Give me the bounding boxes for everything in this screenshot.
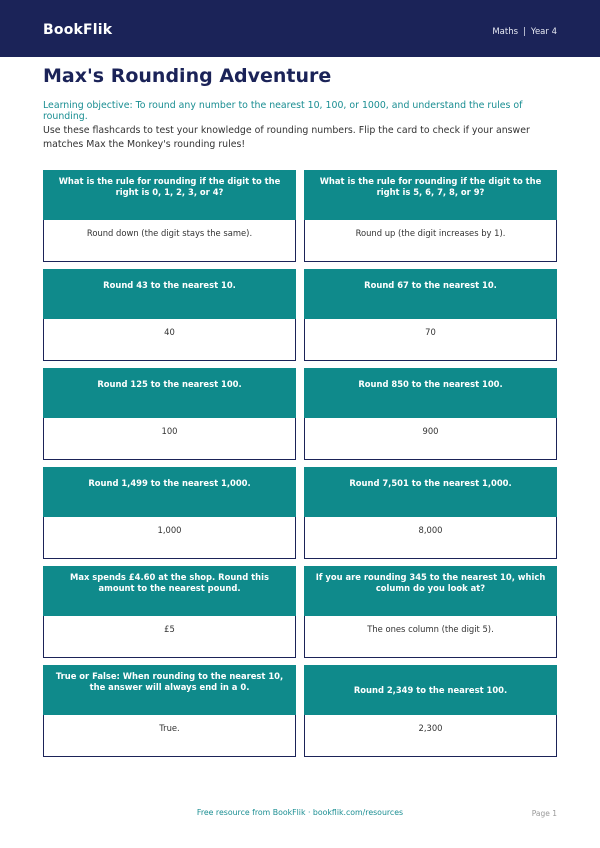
flashcard[interactable] (304, 170, 557, 262)
flashcard-answer: 40 (43, 319, 296, 361)
flashcard[interactable] (43, 269, 296, 361)
flashcard-answer: The ones column (the digit 5). (304, 616, 557, 658)
flashcard-answer: 70 (304, 319, 557, 361)
flashcard-question: Round 43 to the nearest 10. (43, 269, 296, 319)
page-number: Page 1 (531, 809, 557, 818)
flashcard-answer: 100 (43, 418, 296, 460)
year-label: Year 4 (530, 27, 557, 37)
flashcard[interactable] (43, 566, 296, 658)
subject-label: Maths (492, 27, 519, 37)
flashcard[interactable] (304, 368, 557, 460)
flashcard[interactable] (43, 467, 296, 559)
flashcard-question: Max spends £4.60 at the shop. Round this amount to the nearest pound. (43, 566, 296, 616)
flashcard-answer: 8,000 (304, 517, 557, 559)
flashcard[interactable] (304, 467, 557, 559)
flashcard-question: Round 850 to the nearest 100. (304, 368, 557, 418)
footer-link[interactable]: Free resource from BookFlik · bookflik.com/resources (196, 808, 404, 817)
top-bar (0, 0, 600, 57)
flashcard[interactable] (43, 665, 296, 757)
flashcard-question: What is the rule for rounding if the digit to the right is 0, 1, 2, 3, or 4? (43, 170, 296, 220)
flashcard-question: True or False: When rounding to the nearest 10, the answer will always end in a 0. (43, 665, 296, 715)
flashcard[interactable] (304, 566, 557, 658)
flashcard[interactable] (43, 170, 296, 262)
flashcard-answer: Round up (the digit increases by 1). (304, 220, 557, 262)
learning-objective: Learning objective: To round any number to the nearest 10, 100, or 1000, and understand the rules of rounding. (43, 100, 523, 122)
flashcard-question: What is the rule for rounding if the digit to the right is 5, 6, 7, 8, or 9? (304, 170, 557, 220)
breadcrumb (492, 27, 557, 37)
flashcard-answer: £5 (43, 616, 296, 658)
flashcard-question: Round 7,501 to the nearest 1,000. (304, 467, 557, 517)
flashcard-question: Round 125 to the nearest 100. (43, 368, 296, 418)
flashcard-answer: Round down (the digit stays the same). (43, 220, 296, 262)
flashcard-question: Round 1,499 to the nearest 1,000. (43, 467, 296, 517)
breadcrumb-separator: | (523, 27, 526, 37)
flashcard-question: If you are rounding 345 to the nearest 10, which column do you look at? (304, 566, 557, 616)
flashcard-question: Round 2,349 to the nearest 100. (304, 665, 557, 715)
flashcard[interactable] (304, 665, 557, 757)
brand-logo[interactable]: BookFlik (43, 22, 113, 38)
flashcard-answer: 1,000 (43, 517, 296, 559)
intro-text: Use these flashcards to test your knowledge of rounding numbers. Flip the card to check if your answer matches Max the Monkey's rounding rules! (43, 125, 530, 151)
flashcard[interactable] (43, 368, 296, 460)
page-title: Max's Rounding Adventure (43, 65, 332, 87)
flashcard-answer: 900 (304, 418, 557, 460)
flashcard-question: Round 67 to the nearest 10. (304, 269, 557, 319)
flashcard[interactable] (304, 269, 557, 361)
flashcard-grid (43, 170, 557, 757)
flashcard-answer: 2,300 (304, 715, 557, 757)
flashcard-answer: True. (43, 715, 296, 757)
